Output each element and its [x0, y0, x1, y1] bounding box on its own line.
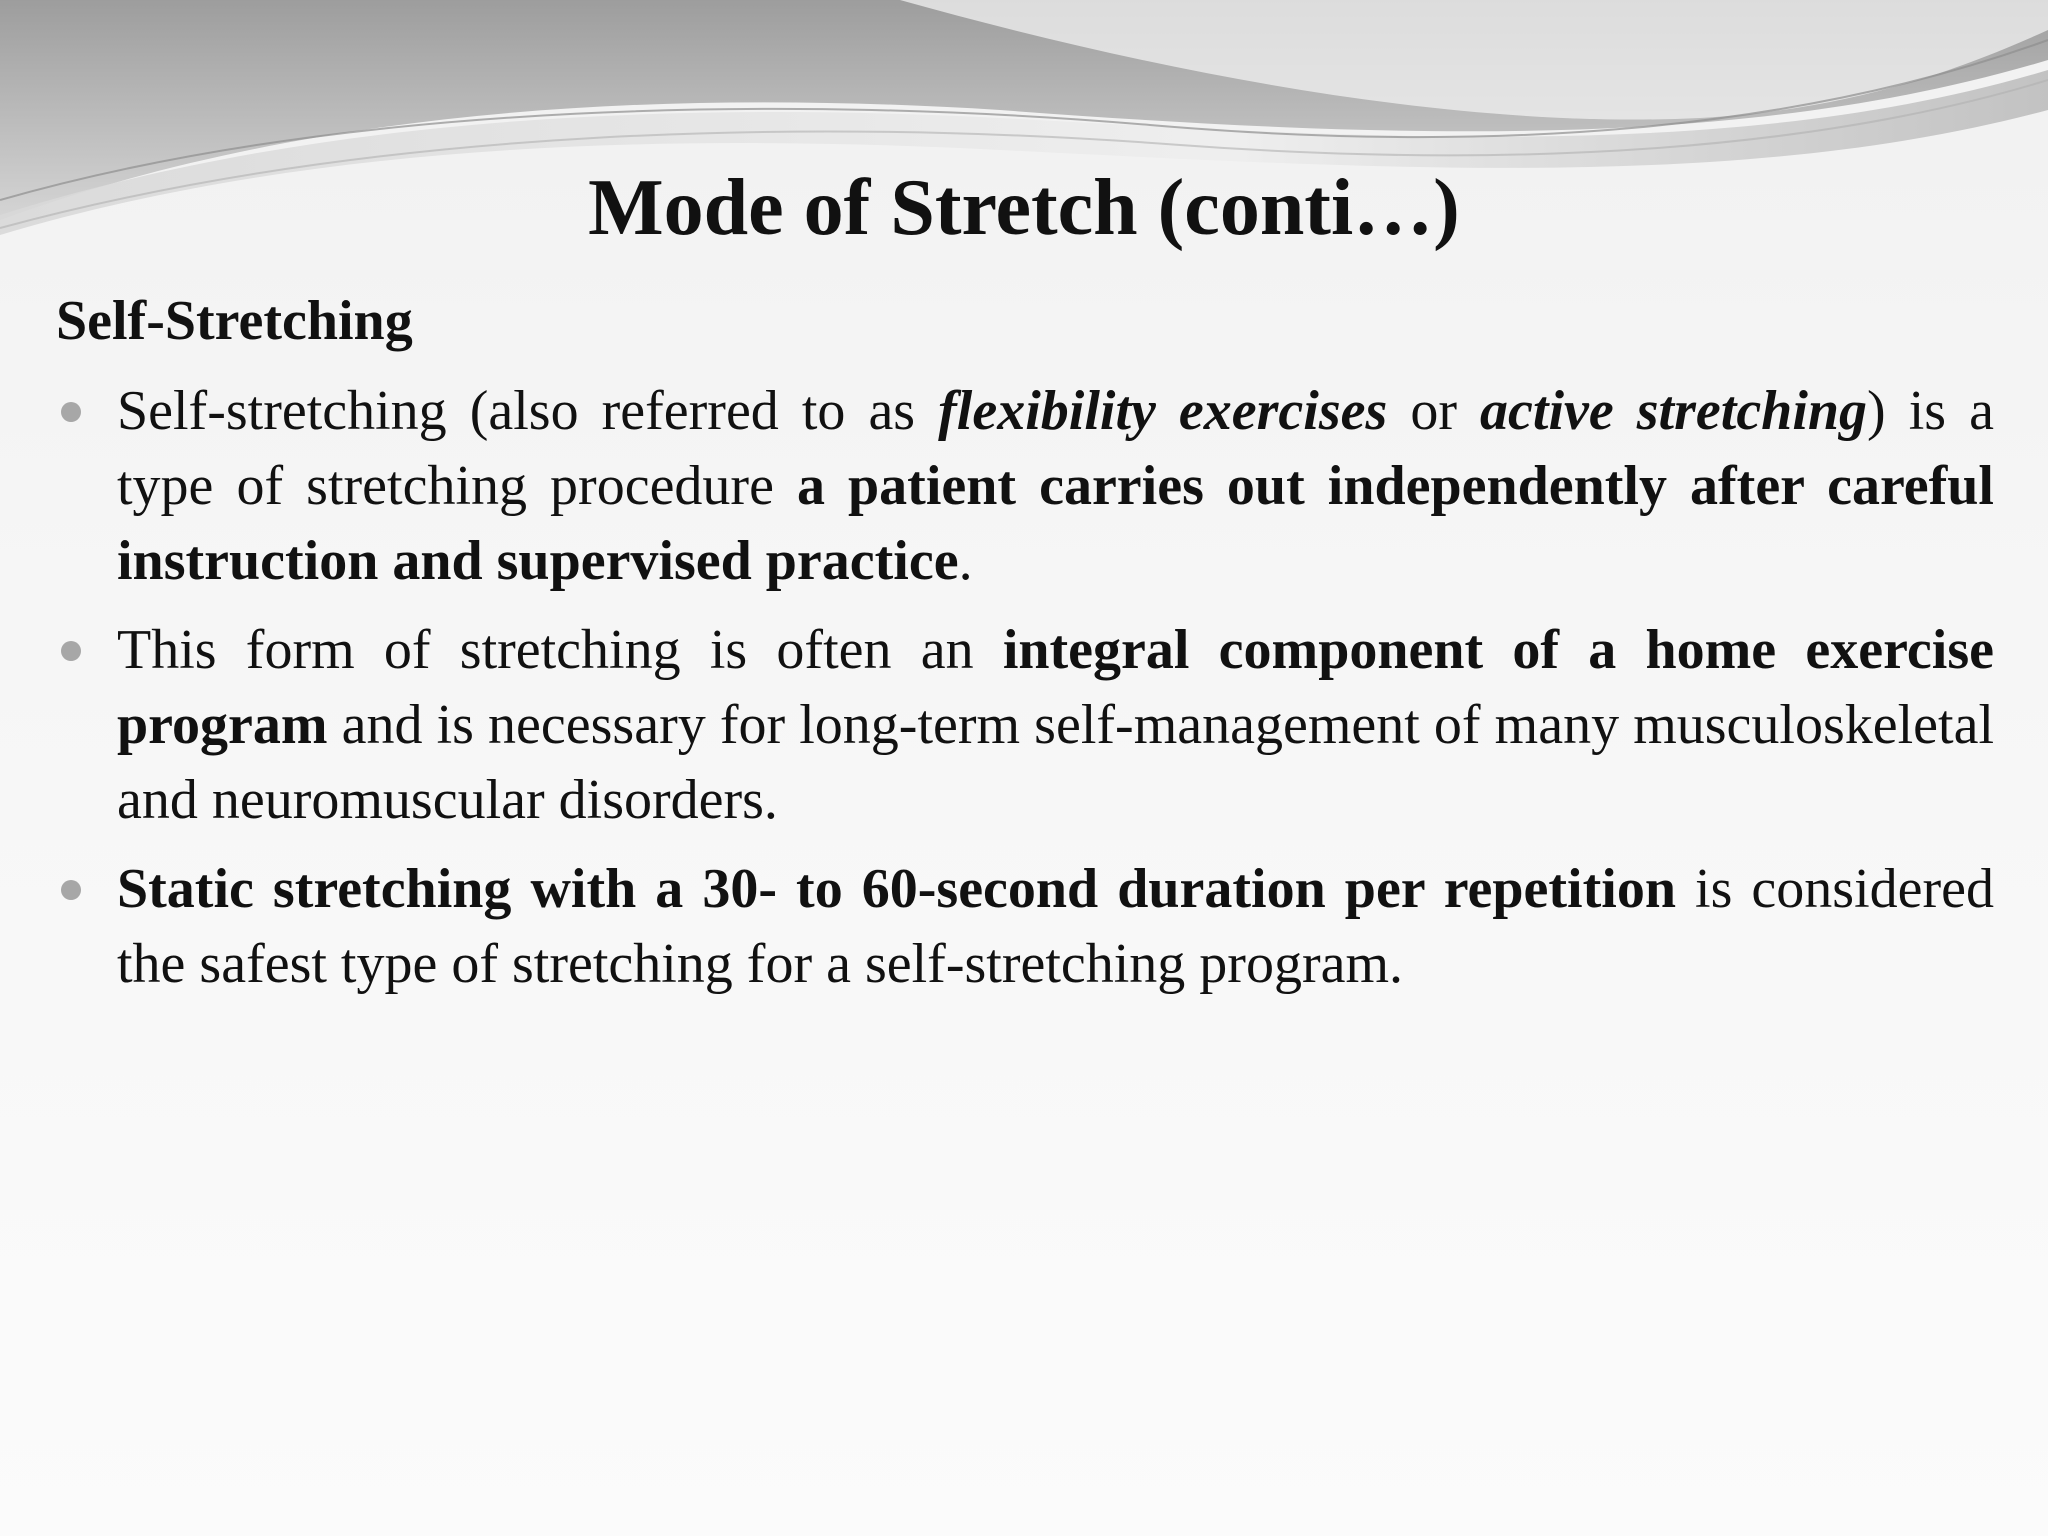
slide-title: Mode of Stretch (conti…) [588, 164, 1460, 252]
emphasis-text: active stretching [1480, 380, 1868, 442]
bullet-list [56, 374, 1994, 1016]
round-bullet-icon [61, 880, 81, 900]
bold-text: a patient carries out independently after careful instruction and supervised practice [117, 455, 1994, 592]
bold-text: Static stretching with a 30- to 60-second duration per repetition [117, 858, 1676, 920]
bullet-text: Self-stretching (also referred to as [117, 380, 939, 442]
bullet-text: and is necessary for long-term self-management of many musculoskeletal and neuromuscular disorders. [117, 694, 1994, 831]
bullet-text: ) is a type of stretching procedure [117, 380, 1994, 517]
bullet-text: This form of stretching is often an [117, 619, 1003, 681]
bullet-text: is considered the safest type of stretching for a self-stretching program. [117, 858, 1994, 995]
bullet-text: or [1387, 380, 1481, 442]
bold-text: integral component of a home exercise program [117, 619, 1994, 756]
bullet-item [56, 613, 1994, 838]
round-bullet-icon [61, 641, 81, 661]
bullet-item [56, 374, 1994, 599]
bullet-item [56, 852, 1994, 1002]
round-bullet-icon [61, 402, 81, 422]
bullet-text: . [958, 530, 973, 592]
section-heading: Self-Stretching [56, 290, 413, 352]
emphasis-text: flexibility exercises [938, 380, 1388, 442]
